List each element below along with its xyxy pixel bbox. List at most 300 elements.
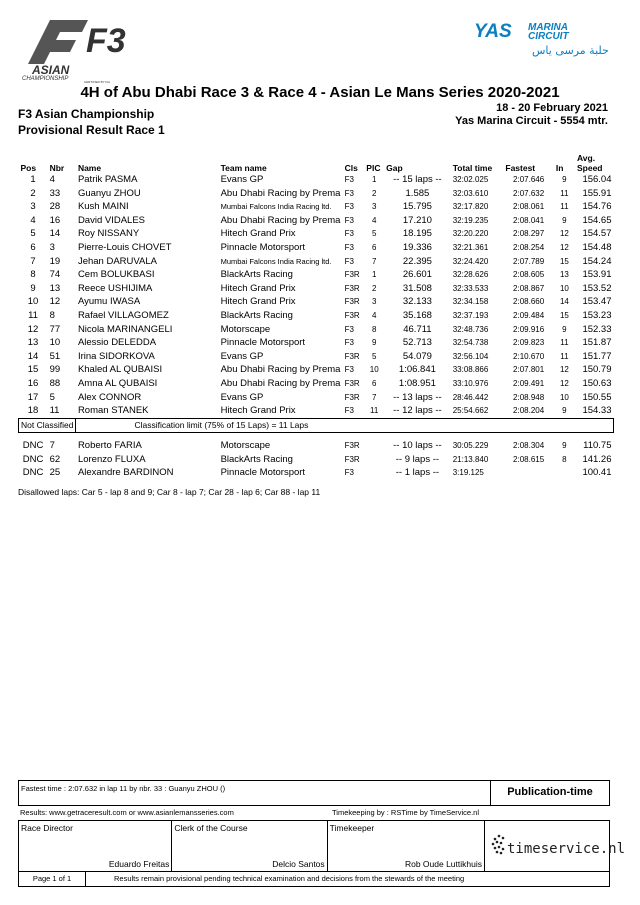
cell-pic — [364, 453, 384, 467]
cell-nbr: 13 — [49, 282, 61, 294]
cell-nbr: 3 — [49, 241, 55, 253]
cell-pic: 8 — [371, 324, 377, 334]
cell-gap: 54.079 — [402, 350, 432, 362]
cell-name: Ayumu IWASA — [77, 296, 141, 308]
cell-cls: F3R — [344, 310, 360, 320]
cell-speed: 155.91 — [582, 187, 612, 199]
result-subtitle: Provisional Result Race 1 — [18, 123, 165, 137]
cell-team: Abu Dhabi Racing by Prema — [220, 214, 341, 226]
yas-logo-yas: YAS — [474, 21, 512, 42]
cell-fastest: 2:08.304 — [513, 441, 545, 451]
provisional-note: Results remain provisional pending technical examination and decisions from the stewards of the meeting — [114, 874, 465, 883]
cell-speed: 150.55 — [582, 391, 612, 403]
cell-gap: 22.395 — [402, 255, 432, 267]
clerk-name: Delcio Santos — [272, 859, 325, 869]
results-body — [19, 173, 614, 480]
cell-total: 25:54.662 — [452, 406, 489, 416]
cell-speed: 151.87 — [582, 337, 612, 349]
cell-in — [554, 466, 575, 480]
table-row — [19, 295, 614, 309]
cell-total: 32:19.235 — [452, 215, 489, 225]
cell-team: Motorscape — [220, 440, 271, 452]
fastest-time-text: Fastest time : 2:07.632 in lap 11 by nbr. 33 : Guanyu ZHOU () — [21, 784, 226, 793]
cell-pos: 4 — [30, 214, 36, 226]
cell-total: 32:34.158 — [452, 297, 489, 307]
cell-nbr: 12 — [49, 296, 61, 308]
cell-nbr: 14 — [49, 228, 61, 240]
event-circuit: Yas Marina Circuit - 5554 mtr. — [455, 115, 608, 127]
cell-gap: -- 1 laps -- — [395, 467, 440, 479]
cell-nbr: 5 — [49, 391, 55, 403]
cell-total: 32:24.420 — [452, 256, 489, 266]
cell-gap: 17.210 — [402, 214, 432, 226]
cell-pos: 16 — [27, 377, 39, 389]
cell-pos: 15 — [27, 364, 39, 376]
cell-pic — [364, 466, 384, 480]
cell-pic: 4 — [371, 310, 377, 320]
cell-cls: F3R — [344, 441, 360, 451]
fastest-time-box — [18, 780, 610, 806]
timeservice-logo-cell — [485, 821, 626, 871]
yas-logo-circuit: CIRCUIT — [528, 31, 569, 42]
event-info — [455, 102, 608, 128]
cell-cls: F3R — [344, 454, 360, 464]
cell-cls: F3 — [344, 242, 354, 252]
col-avg-line1: Avg. — [576, 153, 596, 163]
cell-name: Patrik PASMA — [77, 174, 138, 185]
cell-nbr: 77 — [49, 323, 61, 335]
cell-name: Cem BOLUKBASI — [77, 269, 155, 281]
cell-pos: DNC — [22, 467, 44, 479]
cell-in: 12 — [559, 378, 569, 388]
cell-pic: 1 — [371, 270, 377, 280]
cell-gap: 32.133 — [402, 296, 432, 308]
cell-fastest: 2:09.916 — [513, 324, 545, 334]
cell-pic: 1 — [371, 175, 377, 184]
cell-nbr: 8 — [49, 309, 55, 321]
col-pic: PIC — [366, 163, 381, 173]
cell-name: Lorenzo FLUXA — [77, 453, 146, 465]
cell-gap: 18.195 — [402, 228, 432, 240]
col-nbr: Nbr — [49, 163, 65, 173]
cell-fastest: 2:10.670 — [513, 351, 545, 361]
cell-cls: F3 — [344, 256, 354, 266]
cell-pos: 8 — [30, 269, 36, 281]
cell-pos: 18 — [27, 405, 39, 417]
cell-team: Hitech Grand Prix — [220, 405, 296, 417]
cell-name: Khaled AL QUBAISI — [77, 364, 163, 376]
race-director-label: Race Director — [21, 823, 73, 833]
table-header-row — [19, 153, 614, 173]
cell-cls: F3 — [344, 215, 354, 225]
cell-gap: 26.601 — [402, 269, 432, 281]
cell-fastest: 2:08.254 — [513, 242, 545, 252]
timekeeper-label: Timekeeper — [329, 823, 375, 833]
cell-in: 10 — [559, 283, 569, 293]
cell-total: 32:33.533 — [452, 283, 489, 293]
cell-total: 3:19.125 — [452, 468, 484, 478]
table-row — [19, 255, 614, 269]
cell-speed: 153.47 — [582, 296, 612, 308]
cell-total: 33:10.976 — [452, 378, 489, 388]
cell-fastest: 2:08.660 — [513, 297, 545, 307]
cell-cls: F3 — [344, 365, 354, 375]
cell-pic: 2 — [371, 283, 377, 293]
cell-gap: 1:06.841 — [398, 364, 436, 376]
publication-time-label: Publication-time — [490, 781, 609, 805]
cell-fastest: 2:07.801 — [513, 365, 545, 375]
cell-nbr: 28 — [49, 201, 61, 213]
cell-in: 9 — [562, 324, 567, 334]
col-team: Team name — [220, 163, 267, 173]
cell-nbr: 7 — [49, 440, 55, 452]
yas-marina-circuit-logo — [472, 20, 612, 60]
cell-pos: 3 — [30, 201, 36, 213]
cell-name: Alessio DELEDDA — [77, 337, 157, 349]
results-links: Results: www.getraceresult.com or www.asianlemansseries.com — [20, 808, 234, 817]
cell-cls: F3R — [344, 297, 360, 307]
cell-gap: -- 12 laps -- — [393, 405, 442, 417]
cell-total: 32:17.820 — [452, 202, 489, 212]
f3-logo-mark: F3 — [86, 22, 126, 60]
table-row — [19, 173, 614, 187]
cell-total: 32:54.738 — [452, 338, 489, 348]
cell-gap: 15.795 — [402, 201, 432, 213]
cell-speed: 153.23 — [582, 309, 612, 321]
cell-pos: 5 — [30, 228, 36, 240]
timeservice-logo-text: timeservice.nl — [507, 841, 626, 857]
cell-pic: 5 — [371, 351, 377, 361]
cell-fastest: 2:08.297 — [513, 229, 545, 239]
cell-gap: -- 10 laps -- — [393, 440, 442, 452]
cell-name: Roman STANEK — [77, 405, 149, 417]
not-classified-row — [19, 418, 614, 433]
cell-total: 28:46.442 — [452, 392, 489, 402]
cell-speed: 110.75 — [583, 440, 612, 452]
cell-nbr: 11 — [49, 405, 60, 417]
cell-total: 32:21.361 — [452, 242, 489, 252]
clerk-cell — [172, 821, 327, 871]
cell-in: 11 — [560, 338, 569, 348]
col-cls: Cls — [344, 163, 358, 173]
cell-speed: 154.76 — [582, 201, 612, 213]
championship-block — [18, 106, 165, 138]
cell-pos: DNC — [22, 440, 44, 452]
table-row — [19, 336, 614, 350]
cell-fastest: 2:08.615 — [513, 454, 545, 464]
table-row — [19, 309, 614, 323]
cell-in: 12 — [559, 242, 569, 252]
cell-cls: F3 — [344, 229, 354, 239]
footer-links-row — [18, 808, 610, 820]
cell-in: 14 — [559, 297, 569, 307]
cell-pos: 14 — [27, 350, 39, 362]
cell-team: Abu Dhabi Racing by Prema — [220, 364, 341, 376]
cell-pic: 7 — [371, 256, 377, 266]
cell-name: Alex CONNOR — [77, 391, 142, 403]
cell-pos: 2 — [30, 187, 36, 199]
cell-speed: 156.04 — [582, 174, 612, 185]
cell-cls: F3R — [344, 351, 360, 361]
cell-cls: F3R — [344, 378, 360, 388]
cell-fastest: 2:08.605 — [513, 270, 545, 280]
col-in: In — [555, 163, 564, 173]
col-avg-speed — [575, 153, 614, 173]
table-row — [19, 282, 614, 296]
table-row — [19, 323, 614, 337]
cell-gap: -- 13 laps -- — [393, 391, 442, 403]
table-row — [19, 200, 614, 214]
cell-team: Motorscape — [220, 323, 271, 335]
cell-speed: 100.41 — [582, 467, 612, 479]
cell-name: Reece USHIJIMA — [77, 282, 153, 294]
cell-pos: 12 — [27, 323, 39, 335]
cell-total: 32:37.193 — [452, 310, 489, 320]
cell-in: 15 — [559, 310, 569, 320]
cell-pic: 4 — [371, 215, 377, 225]
table-row — [19, 227, 614, 241]
cell-name: Alexandre BARDINON — [77, 467, 174, 479]
page-footer-row — [18, 872, 610, 887]
cell-pic: 3 — [371, 297, 377, 307]
cell-pos: 13 — [27, 337, 39, 349]
cell-team: Pinnacle Motorsport — [220, 467, 306, 479]
cell-fastest: 2:08.061 — [513, 202, 545, 212]
col-name: Name — [77, 163, 102, 173]
cell-speed: 150.79 — [582, 364, 612, 376]
f3-logo-championship: CHAMPIONSHIP — [22, 76, 69, 82]
cell-team: Pinnacle Motorsport — [220, 337, 306, 349]
cell-team: BlackArts Racing — [220, 269, 293, 281]
cell-nbr: 19 — [49, 255, 61, 267]
disallowed-laps-note: Disallowed laps: Car 5 - lap 8 and 9; Car 8 - lap 7; Car 28 - lap 6; Car 88 - lap 11 — [18, 487, 321, 497]
cell-speed: 154.48 — [582, 241, 612, 253]
cell-speed: 150.63 — [582, 377, 612, 389]
cell-cls: F3 — [344, 175, 354, 184]
cell-name: Amna AL QUBAISI — [77, 377, 158, 389]
cell-team: Hitech Grand Prix — [220, 282, 296, 294]
table-row — [19, 350, 614, 364]
col-gap: Gap — [386, 163, 403, 173]
cell-fastest: 2:09.823 — [513, 338, 545, 348]
col-avg-line2: Speed — [576, 163, 603, 173]
cell-speed: 153.91 — [582, 269, 612, 281]
cell-name: Roy NISSANY — [77, 228, 140, 240]
cell-name: Jehan DARUVALA — [77, 255, 157, 267]
cell-cls: F3 — [344, 324, 354, 334]
yas-logo-marina: MARINA — [528, 22, 568, 33]
cell-nbr: 74 — [49, 269, 61, 281]
cell-fastest: 2:09.484 — [513, 310, 545, 320]
col-fastest: Fastest — [505, 163, 536, 173]
cell-name: Nicola MARINANGELI — [77, 323, 173, 335]
cell-nbr: 33 — [49, 187, 61, 199]
cell-cls: F3 — [344, 188, 354, 198]
cell-team: Pinnacle Motorsport — [220, 241, 306, 253]
cell-team: Mumbai Falcons India Racing ltd. — [220, 256, 332, 266]
cell-gap: 35.168 — [402, 309, 432, 321]
cell-nbr: 62 — [49, 453, 61, 465]
cell-in: 12 — [559, 229, 569, 239]
table-row — [19, 241, 614, 255]
cell-pos: 11 — [28, 309, 38, 321]
cell-total: 32:03.610 — [452, 188, 489, 198]
event-dates: 18 - 20 February 2021 — [496, 102, 608, 114]
cell-pic: 5 — [371, 229, 377, 239]
cell-total: 30:05.229 — [452, 441, 489, 451]
cell-name: Irina SIDORKOVA — [77, 350, 155, 362]
f3-logo-asian: ASIAN — [32, 63, 70, 77]
cell-total: 32:28.626 — [452, 270, 489, 280]
timekeeper-cell — [328, 821, 485, 871]
cell-team: BlackArts Racing — [220, 453, 293, 465]
timeservice-logo — [485, 821, 626, 869]
cell-speed: 154.24 — [582, 255, 612, 267]
table-row — [19, 466, 614, 480]
cell-in: 12 — [559, 365, 569, 375]
cell-pic: 7 — [371, 392, 377, 402]
cell-pos: 9 — [30, 282, 36, 294]
cell-fastest: 2:07.789 — [513, 256, 545, 266]
cell-pic — [364, 439, 384, 453]
cell-cls: F3 — [344, 202, 354, 212]
classification-limit: Classification limit (75% of 15 Laps) = 11 Laps — [76, 418, 614, 433]
cell-cls: F3 — [344, 468, 354, 478]
results-table — [18, 153, 614, 480]
cell-in: 10 — [559, 392, 569, 402]
cell-fastest: 2:08.948 — [513, 392, 545, 402]
championship-name: F3 Asian Championship — [18, 107, 155, 121]
cell-speed: 154.33 — [582, 405, 612, 417]
cell-pos: DNC — [22, 453, 44, 465]
f3-logo-shape — [28, 20, 88, 64]
cell-fastest: 2:08.041 — [513, 215, 545, 225]
table-row — [19, 453, 614, 467]
cell-fastest — [503, 466, 553, 480]
cell-pos: 10 — [27, 296, 39, 308]
cell-name: David VIDALES — [77, 214, 145, 226]
cell-nbr: 99 — [49, 364, 61, 376]
cell-total: 21:13.840 — [452, 454, 489, 464]
cell-team: Abu Dhabi Racing by Prema — [220, 377, 341, 389]
f3-asian-championship-logo — [18, 14, 138, 84]
cell-team: Abu Dhabi Racing by Prema — [220, 187, 341, 199]
cell-pos: 6 — [30, 241, 36, 253]
cell-total: 32:02.025 — [452, 175, 489, 184]
cell-nbr: 16 — [49, 214, 61, 226]
cell-fastest: 2:07.632 — [513, 188, 545, 198]
cell-team: BlackArts Racing — [220, 309, 293, 321]
cell-pos: 17 — [27, 391, 39, 403]
cell-gap: 19.336 — [402, 241, 432, 253]
table-row — [19, 377, 614, 391]
table-row — [19, 268, 614, 282]
cell-name: Guanyu ZHOU — [77, 187, 141, 199]
cell-total: 32:20.220 — [452, 229, 489, 239]
col-total: Total time — [452, 163, 493, 173]
cell-total: 33:08.866 — [452, 365, 489, 375]
cell-in: 11 — [560, 188, 569, 198]
cell-team: Mumbai Falcons India Racing ltd. — [220, 202, 332, 212]
cell-speed: 154.65 — [582, 214, 612, 226]
race-director-cell — [19, 821, 172, 871]
cell-pos: 1 — [30, 174, 36, 185]
race-director-name: Eduardo Freitas — [108, 859, 170, 869]
page-number: Page 1 of 1 — [19, 872, 86, 886]
cell-in: 15 — [559, 256, 569, 266]
cell-name: Kush MAINI — [77, 201, 129, 213]
timeservice-dots-icon — [492, 835, 505, 855]
cell-total: 32:56.104 — [452, 351, 489, 361]
cell-speed: 141.26 — [582, 453, 612, 465]
cell-pic: 2 — [371, 188, 377, 198]
yas-logo-arabic: حلبة مرسى ياس — [532, 44, 609, 57]
timekeeper-name: Rob Oude Luttikhuis — [404, 859, 482, 869]
cell-in: 13 — [559, 270, 569, 280]
cell-gap: 1.585 — [405, 187, 430, 199]
cell-cls: F3 — [344, 406, 354, 416]
cell-name: Pierre-Louis CHOVET — [77, 241, 172, 253]
cell-pic: 6 — [371, 242, 377, 252]
cell-pic: 3 — [371, 202, 377, 212]
clerk-label: Clerk of the Course — [174, 823, 248, 833]
cell-gap: -- 15 laps -- — [393, 174, 442, 185]
f3-logo-certified: CERTIFIED BY FIA — [84, 80, 111, 84]
not-classified-label: Not Classified — [19, 418, 76, 433]
cell-cls: F3R — [344, 392, 360, 402]
cell-pic: 9 — [371, 338, 377, 348]
table-row — [19, 187, 614, 201]
cell-name: Rafael VILLAGOMEZ — [77, 309, 169, 321]
table-row — [19, 439, 614, 453]
cell-nbr: 10 — [49, 337, 61, 349]
cell-pic: 10 — [369, 365, 379, 375]
cell-team: Hitech Grand Prix — [220, 228, 296, 240]
col-pos: Pos — [20, 163, 37, 173]
cell-speed: 152.33 — [582, 323, 612, 335]
cell-in: 9 — [562, 441, 567, 451]
table-row — [19, 404, 614, 418]
cell-nbr: 4 — [49, 174, 55, 185]
page-title: 4H of Abu Dhabi Race 3 & Race 4 - Asian Le Mans Series 2020-2021 — [80, 84, 560, 101]
cell-fastest: 2:08.867 — [513, 283, 545, 293]
footer — [18, 780, 626, 887]
cell-nbr: 88 — [49, 377, 61, 389]
timekeeping-text: Timekeeping by : RSTime by TimeService.nl — [332, 808, 479, 817]
cell-nbr: 25 — [49, 467, 61, 479]
cell-gap: 31.508 — [402, 282, 432, 294]
signature-row — [18, 820, 626, 872]
table-row — [19, 363, 614, 377]
cell-cls: F3R — [344, 270, 360, 280]
cell-pos: 7 — [30, 255, 36, 267]
cell-pic: 6 — [371, 378, 377, 388]
cell-fastest: 2:07.646 — [513, 175, 545, 184]
cell-pic: 11 — [370, 406, 379, 416]
cell-in: 9 — [562, 175, 567, 184]
cell-team: Evans GP — [220, 391, 264, 403]
cell-fastest: 2:08.204 — [513, 406, 545, 416]
cell-cls: F3R — [344, 283, 360, 293]
cell-speed: 151.77 — [582, 350, 612, 362]
cell-team: Evans GP — [220, 350, 264, 362]
cell-gap: 52.713 — [402, 337, 432, 349]
cell-speed: 153.52 — [582, 282, 612, 294]
cell-in: 8 — [562, 454, 567, 464]
table-row — [19, 214, 614, 228]
cell-name: Roberto FARIA — [77, 440, 142, 452]
cell-gap: 1:08.951 — [398, 377, 436, 389]
